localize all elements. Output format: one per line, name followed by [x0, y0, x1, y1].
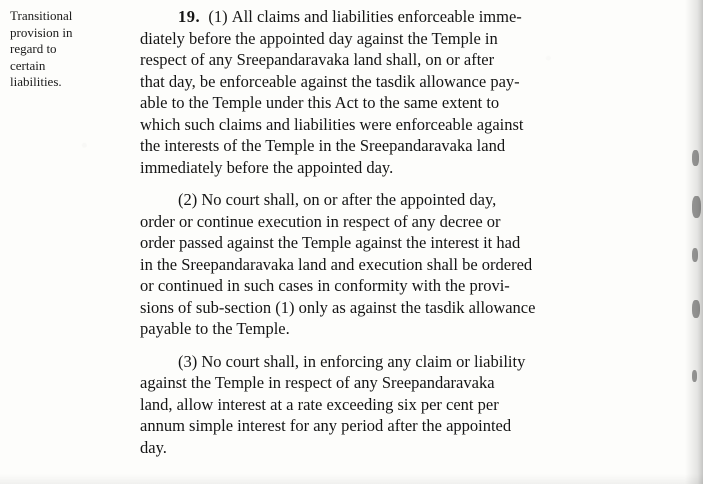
- scan-speck: [692, 300, 700, 318]
- paragraph-2-marker: (2): [178, 190, 198, 209]
- paragraph-1-line-5: able to the Temple under this Act to the same extent to: [140, 93, 500, 112]
- paragraph-3-line-4: annum simple interest for any period after the appointed: [140, 416, 512, 435]
- paragraph-1-line-3: respect of any Sreepandaravaka land shall, on or after: [140, 50, 495, 69]
- paragraph-2: [140, 189, 690, 340]
- paragraph-1-line-4: that day, be enforceable against the tasdik allowance pay-: [140, 71, 520, 91]
- paragraph-2-line-5: or continued in such cases in conformity with the provi-: [140, 276, 510, 295]
- marginal-note-line-4: certain: [10, 57, 46, 73]
- marginal-note-line-1: Transitional: [10, 8, 73, 23]
- paragraph-2-line-7: payable to the Temple.: [140, 319, 290, 338]
- paragraph-3: [140, 351, 690, 459]
- scan-speck: [692, 370, 697, 382]
- paragraph-2-line-2: order or continue execution in respect of any decree or: [140, 211, 501, 231]
- paragraph-1-line-7: the interests of the Temple in the Sreepandaravaka land: [140, 136, 506, 155]
- paragraph-2-line-4: in the Sreepandaravaka land and execution shall be ordered: [140, 254, 533, 274]
- paragraph-3-marker: (3): [178, 351, 198, 371]
- scan-speck: [692, 196, 701, 218]
- scan-speck: [692, 150, 699, 166]
- marginal-note: [10, 8, 115, 91]
- section-number: 19.: [178, 7, 201, 26]
- paragraph-3-line-5: day.: [140, 437, 167, 457]
- scan-speck: [692, 248, 698, 262]
- paragraph-1: [140, 6, 690, 178]
- marginal-note-line-5: liabilities.: [10, 74, 62, 89]
- paragraph-2-line-3: order passed against the Temple against the interest it had: [140, 233, 521, 252]
- paragraph-2-line-1: [140, 189, 690, 211]
- paragraph-1-marker: (1): [208, 7, 228, 26]
- paragraph-3-line-2: against the Temple in respect of any Sreepandaravaka: [140, 373, 495, 392]
- paragraph-2-line-6: sions of sub-section (1) only as against the tasdik allowance: [140, 297, 536, 317]
- paragraph-1-line-6: which such claims and liabilities were enforceable against: [140, 114, 524, 134]
- section-body: [140, 6, 690, 458]
- paragraph-1-text-1: All claims and liabilities enforceable imme-: [231, 7, 522, 26]
- scan-bottom-shadow: [0, 474, 703, 484]
- paragraph-3-line-3: land, allow interest at a rate exceeding six per cent per: [140, 394, 499, 414]
- paragraph-3-line-1: [140, 351, 690, 373]
- paragraph-1-line-8: immediately before the appointed day.: [140, 157, 394, 177]
- paragraph-1-line-2: diately before the appointed day against the Temple in: [140, 28, 498, 48]
- paragraph-1-line-1: [140, 6, 690, 28]
- paragraph-3-text-1: No court shall, in enforcing any claim or liability: [201, 351, 526, 371]
- paragraph-2-text-1: No court shall, on or after the appointed day,: [201, 190, 497, 209]
- marginal-note-line-2: provision in: [10, 24, 73, 40]
- marginal-note-line-3: regard to: [10, 41, 57, 56]
